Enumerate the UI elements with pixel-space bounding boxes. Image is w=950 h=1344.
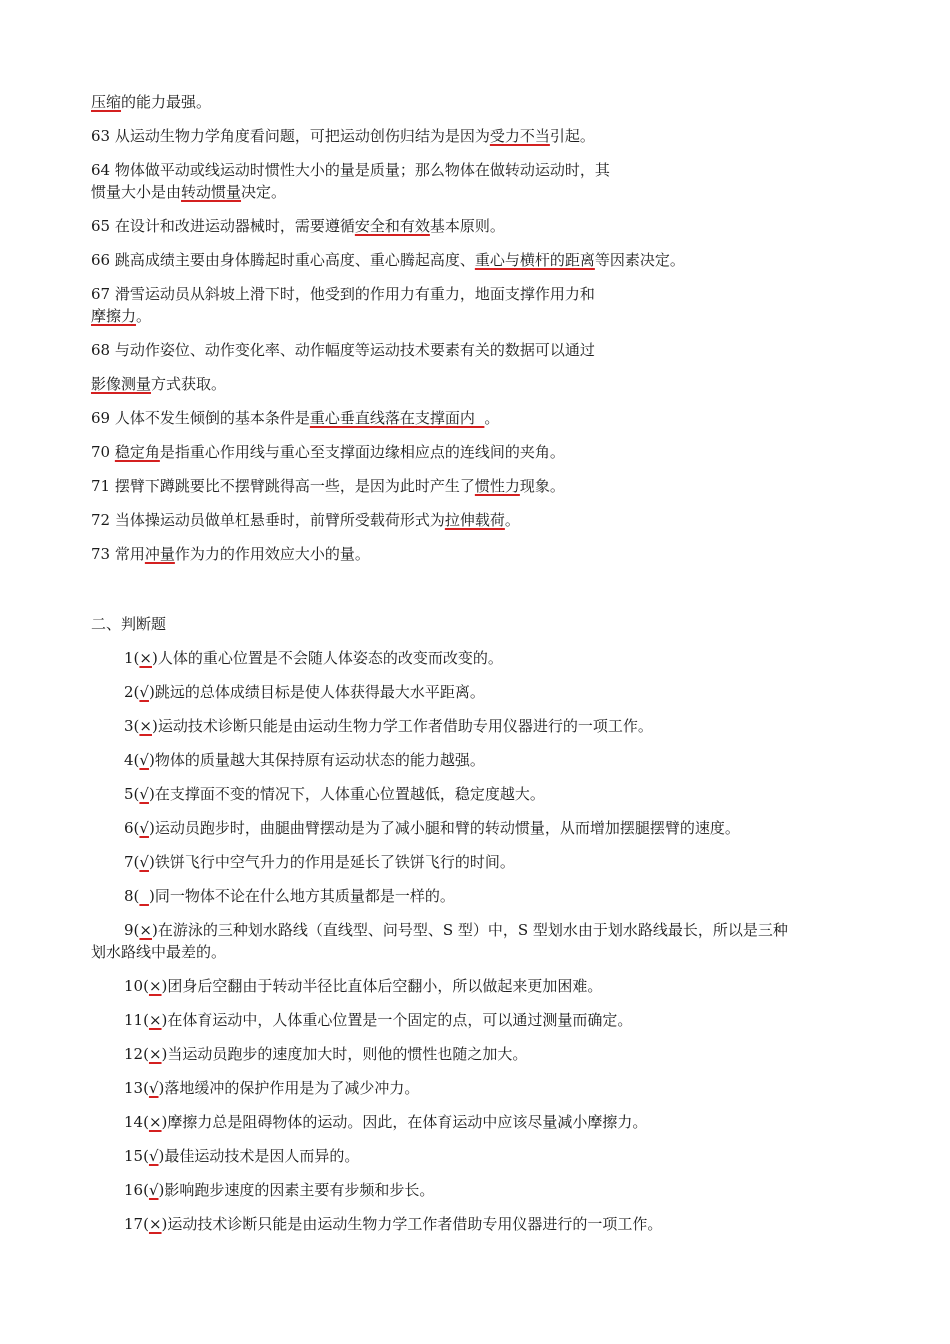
judge-item (124, 818, 740, 838)
judge-num: 16 (124, 1181, 144, 1199)
judge-mark: × (148, 1215, 162, 1233)
answer: 重心垂直线落在支撑面内 (309, 409, 485, 427)
judge-num: 8 (124, 887, 134, 905)
fill-line-69 (91, 408, 499, 428)
text: 现象。 (519, 477, 565, 495)
fill-line-72 (91, 510, 520, 530)
answer: 影像测量 (91, 375, 152, 393)
paren-close: ) (161, 1045, 168, 1063)
judge-num: 9 (124, 921, 134, 939)
judge-text: 运动员跑步时，曲腿曲臂摆动是为了减小腿和臂的转动惯量，从而增加摆腿摆臂的速度。 (154, 819, 740, 837)
text: 73 常用 (91, 545, 145, 563)
judge-mark: √ (148, 1079, 159, 1097)
judge-text: 最佳运动技术是因人而异的。 (164, 1147, 360, 1165)
text: 66 跳高成绩主要由身体腾起时重心高度、重心腾起高度、 (91, 251, 475, 269)
text: 70 (91, 443, 115, 461)
judge-mark: × (148, 1045, 162, 1063)
text: 69 人体不发生倾倒的基本条件是 (91, 409, 310, 427)
judge-mark: × (148, 1113, 162, 1131)
judge-text: 摩擦力总是阻碍物体的运动。因此，在体育运动中应该尽量减小摩擦力。 (167, 1113, 648, 1131)
paren-open: ( (133, 683, 140, 701)
paren-close: ) (148, 683, 155, 701)
judge-mark: √ (139, 819, 149, 837)
judge-mark: √ (139, 785, 149, 803)
paren-close: ) (161, 1113, 168, 1131)
judge-item (124, 920, 788, 940)
text: 。 (484, 409, 500, 427)
fill-line-67a: 67 滑雪运动员从斜坡上滑下时，他受到的作用力有重力，地面支撑作用力和 (91, 285, 595, 303)
judge-num: 5 (124, 785, 134, 803)
text: 等因素决定。 (594, 251, 685, 269)
paren-open: ( (143, 1113, 149, 1131)
judge-mark: × (148, 1011, 162, 1029)
judge-num: 2 (124, 683, 134, 701)
answer: 安全和有效 (354, 217, 430, 235)
paren-open: ( (133, 717, 140, 735)
paren-open: ( (143, 977, 149, 995)
fill-line-63 (91, 126, 595, 146)
judge-item (124, 1180, 434, 1200)
answer: 转动惯量 (181, 183, 242, 201)
paren-open: ( (143, 1011, 149, 1029)
answer: 重心与横杆的距离 (474, 251, 595, 269)
paren-open: ( (143, 1079, 149, 1097)
paren-open: ( (143, 1147, 149, 1165)
paren-open: ( (133, 819, 140, 837)
text: 71 摆臂下蹲跳要比不摆臂跳得高一些，是因为此时产生了 (91, 477, 475, 495)
answer: 稳定角 (114, 443, 160, 461)
judge-item (124, 1010, 632, 1030)
text: 65 在设计和改进运动器械时，需要遵循 (91, 217, 355, 235)
fill-line-carry (91, 92, 211, 112)
fill-line-71 (91, 476, 565, 496)
judge-mark: × (139, 717, 152, 735)
text: 。 (504, 511, 520, 529)
paren-open: ( (133, 853, 140, 871)
judge-num: 10 (124, 977, 144, 995)
judge-num: 13 (124, 1079, 144, 1097)
judge-num: 7 (124, 853, 134, 871)
judge-num: 4 (124, 751, 134, 769)
section-heading: 二、判断题 (91, 615, 167, 633)
judge-num: 15 (124, 1147, 144, 1165)
fill-line-70 (91, 442, 565, 462)
judge-num: 17 (124, 1215, 144, 1233)
text: 作为力的作用效应大小的量。 (174, 545, 370, 563)
paren-open: ( (133, 649, 140, 667)
text: 决定。 (241, 183, 287, 201)
text: 基本原则。 (429, 217, 505, 235)
fill-line-66 (91, 250, 685, 270)
judge-num: 1 (124, 649, 134, 667)
paren-open: ( (133, 887, 140, 905)
paren-close: ) (148, 819, 155, 837)
answer: 惯性力 (474, 477, 520, 495)
paren-close: ) (158, 1147, 165, 1165)
fill-line-68a: 68 与动作姿位、动作变化率、动作幅度等运动技术要素有关的数据可以通过 (91, 341, 595, 359)
text: 72 当体操运动员做单杠悬垂时，前臂所受载荷形式为 (91, 511, 445, 529)
paren-open: ( (133, 785, 140, 803)
text: 是指重心作用线与重心至支撑面边缘相应点的连线间的夹角。 (159, 443, 565, 461)
paren-close: ) (161, 1011, 168, 1029)
paren-close: ) (151, 649, 158, 667)
text: 63 从运动生物力学角度看问题，可把运动创伤归结为是因为 (91, 127, 490, 145)
paren-close: ) (161, 1215, 168, 1233)
fill-line-68b (91, 374, 226, 394)
judge-text: 运动技术诊断只能是由运动生物力学工作者借助专用仪器进行的一项工作。 (167, 1215, 663, 1233)
paren-close: ) (148, 785, 155, 803)
judge-item (124, 750, 485, 770)
judge-item (124, 1078, 419, 1098)
fill-line-64a: 64 物体做平动或线运动时惯性大小的量是质量；那么物体在做转动运动时，其 (91, 161, 610, 179)
paren-close: ) (151, 717, 158, 735)
judge-text: 跳远的总体成绩目标是使人体获得最大水平距离。 (154, 683, 485, 701)
answer: 拉伸载荷 (444, 511, 505, 529)
judge-item (124, 716, 653, 736)
judge-text: 在支撑面不变的情况下，人体重心位置越低，稳定度越大。 (154, 785, 545, 803)
judge-mark: × (139, 649, 152, 667)
fill-line-73 (91, 544, 370, 564)
judge-item (124, 648, 503, 668)
judge-item-continuation: 划水路线中最差的。 (91, 943, 227, 961)
paren-close: ) (148, 853, 155, 871)
judge-text: 人体的重心位置是不会随人体姿态的改变而改变的。 (157, 649, 503, 667)
text: 方式获取。 (151, 375, 227, 393)
answer: 冲量 (144, 545, 175, 563)
judge-text: 影响跑步速度的因素主要有步频和步长。 (164, 1181, 435, 1199)
judge-mark: √ (139, 683, 149, 701)
judge-text: 落地缓冲的保护作用是为了减少冲力。 (164, 1079, 420, 1097)
judge-item (124, 682, 485, 702)
fill-line-67b (91, 306, 151, 326)
judge-mark (139, 887, 149, 905)
paren-open: ( (133, 751, 140, 769)
judge-num: 3 (124, 717, 134, 735)
judge-item (124, 976, 602, 996)
paren-open: ( (143, 1181, 149, 1199)
judge-text: 运动技术诊断只能是由运动生物力学工作者借助专用仪器进行的一项工作。 (157, 717, 653, 735)
judge-item (124, 1112, 647, 1132)
judge-num: 11 (124, 1011, 144, 1029)
judge-mark: √ (139, 751, 149, 769)
judge-text: 铁饼飞行中空气升力的作用是延长了铁饼飞行的时间。 (154, 853, 515, 871)
paren-close: ) (158, 1079, 165, 1097)
judge-num: 6 (124, 819, 134, 837)
paren-close: ) (161, 977, 168, 995)
judge-item (124, 1214, 662, 1234)
judge-text: 同一物体不论在什么地方其质量都是一样的。 (154, 887, 455, 905)
judge-mark: √ (139, 853, 149, 871)
judge-text: 在体育运动中，人体重心位置是一个固定的点，可以通过测量而确定。 (167, 1011, 633, 1029)
judge-mark: × (139, 921, 152, 939)
answer: 摩擦力 (91, 307, 137, 325)
text: 。 (136, 307, 152, 325)
paren-close: ) (151, 921, 158, 939)
paren-close: ) (158, 1181, 165, 1199)
judge-text: 团身后空翻由于转动半径比直体后空翻小，所以做起来更加困难。 (167, 977, 603, 995)
judge-item (124, 1044, 527, 1064)
text: 的能力最强。 (121, 93, 212, 111)
judge-item (124, 1146, 359, 1166)
judge-mark: √ (148, 1181, 159, 1199)
judge-item (124, 886, 455, 906)
judge-text: 物体的质量越大其保持原有运动状态的能力越强。 (154, 751, 485, 769)
fill-line-64b (91, 182, 286, 202)
judge-item (124, 784, 545, 804)
judge-num: 12 (124, 1045, 144, 1063)
answer: 压缩 (91, 93, 122, 111)
text: 惯量大小是由 (91, 183, 182, 201)
judge-num: 14 (124, 1113, 144, 1131)
judge-mark: × (148, 977, 162, 995)
judge-mark: √ (148, 1147, 159, 1165)
paren-close: ) (148, 751, 155, 769)
paren-open: ( (133, 921, 140, 939)
paren-close: ) (148, 887, 155, 905)
fill-line-65 (91, 216, 505, 236)
paren-open: ( (143, 1045, 149, 1063)
answer: 受力不当 (489, 127, 550, 145)
judge-text: 在游泳的三种划水路线（直线型、问号型、S 型）中，S 型划水由于划水路线最长，所以是三种 (157, 921, 788, 939)
paren-open: ( (143, 1215, 149, 1233)
text: 引起。 (549, 127, 595, 145)
judge-text: 当运动员跑步的速度加大时，则他的惯性也随之加大。 (167, 1045, 528, 1063)
judge-item (124, 852, 515, 872)
